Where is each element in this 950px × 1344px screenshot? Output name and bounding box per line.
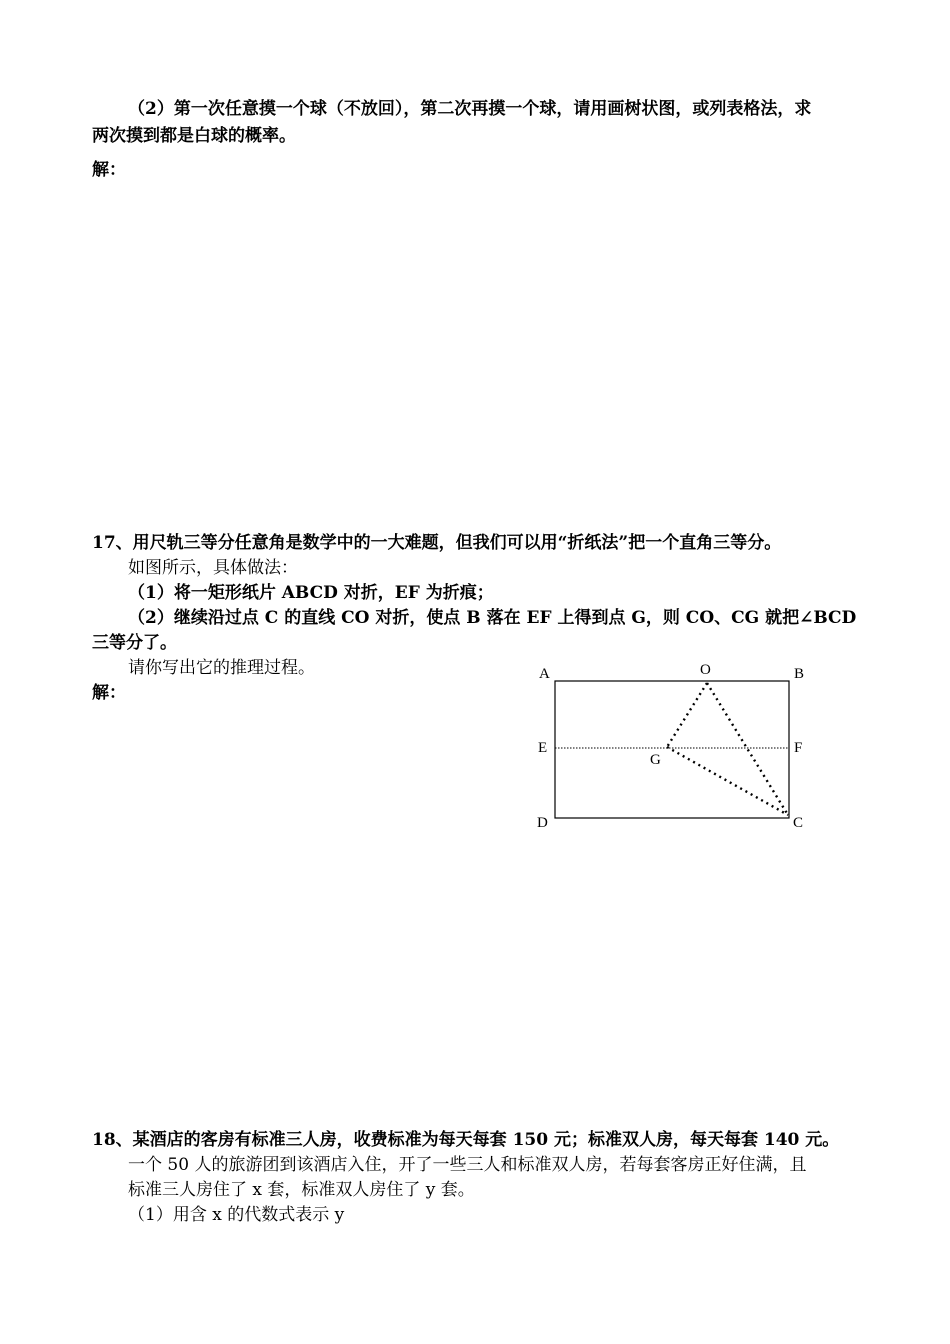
q17-step2-line1: （2）继续沿过点 C 的直线 CO 对折，使点 B 落在 EF 上得到点 G，则 CO、CG 就把∠BCD xyxy=(128,608,857,628)
q18-text-line1: 18、某酒店的客房有标准三人房，收费标准为每天每套 150 元；标准双人房，每天每套 140 元。 xyxy=(92,1130,840,1150)
q16-part2-text-line2: 两次摸到都是白球的概率。 xyxy=(92,126,296,146)
q17-step1: （1）将一矩形纸片 ABCD 对折，EF 为折痕； xyxy=(128,583,494,603)
point-label-F: F xyxy=(794,740,803,756)
q16-answer-label: 解： xyxy=(92,160,126,180)
segment-OC xyxy=(707,683,788,815)
q18-text-line2: 一个 50 人的旅游团到该酒店入住，开了一些三人和标准双人房，若每套客房正好住满，且 xyxy=(128,1155,807,1175)
q16-part2-text-line1: （2）第一次任意摸一个球（不放回），第二次再摸一个球，请用画树状图，或列表格法，求 xyxy=(128,99,812,119)
point-label-E: E xyxy=(538,740,548,756)
segment-GC xyxy=(667,747,788,815)
q17-answer-label: 解： xyxy=(92,683,126,703)
q17-step2-line2: 三等分了。 xyxy=(92,633,177,653)
point-label-D: D xyxy=(537,815,548,831)
segment-OG xyxy=(667,683,707,747)
point-label-B: B xyxy=(794,666,805,682)
q17-prompt: 请你写出它的推理过程。 xyxy=(128,658,315,678)
q18-part1: （1）用含 x 的代数式表示 y xyxy=(128,1205,345,1225)
rectangle-ABCD xyxy=(555,681,789,818)
q17-text-line2: 如图所示，具体做法： xyxy=(128,558,298,578)
q17-text-line1: 17、用尺轨三等分任意角是数学中的一大难题，但我们可以用“折纸法”把一个直角三等分。 xyxy=(92,533,782,553)
point-label-O: O xyxy=(700,662,711,678)
point-label-A: A xyxy=(539,666,550,682)
point-label-G: G xyxy=(650,752,661,768)
q18-text-line3: 标准三人房住了 x 套，标准双人房住了 y 套。 xyxy=(128,1180,475,1200)
point-label-C: C xyxy=(793,815,804,831)
